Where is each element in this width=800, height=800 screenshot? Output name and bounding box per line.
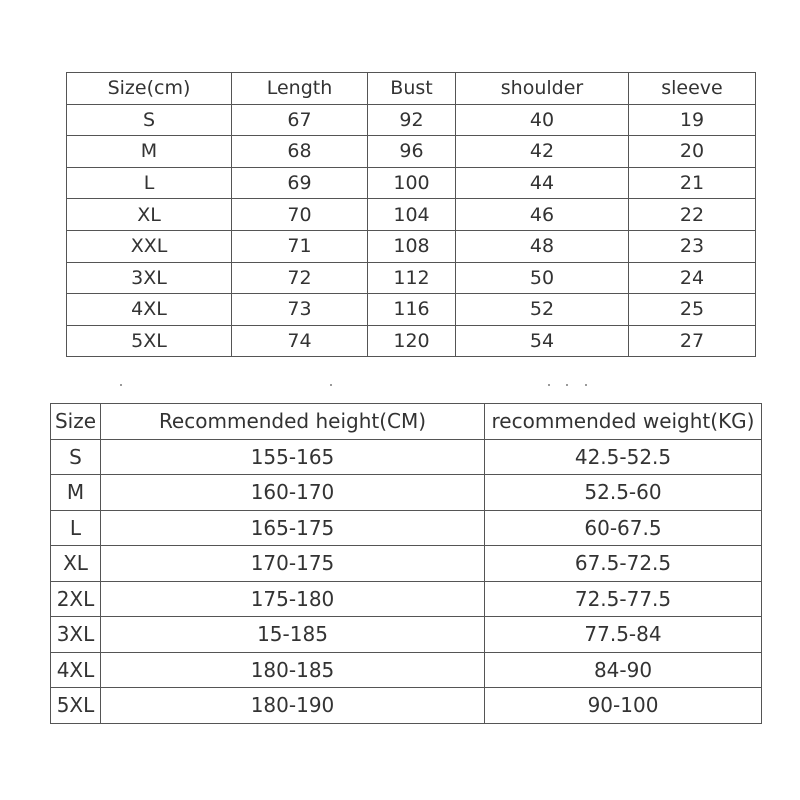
table-cell: 19 [629, 104, 756, 136]
table-row [51, 475, 762, 511]
table-cell: 69 [232, 167, 368, 199]
table-cell: 3XL [67, 262, 232, 294]
table-row [67, 262, 756, 294]
table-row [51, 546, 762, 582]
table-cell: XL [67, 199, 232, 231]
table-row [67, 294, 756, 326]
table-cell: 46 [456, 199, 629, 231]
table-cell: XL [51, 546, 101, 582]
table-cell: 24 [629, 262, 756, 294]
header-cell: sleeve [629, 73, 756, 105]
table-cell: 73 [232, 294, 368, 326]
table-cell: XXL [67, 230, 232, 262]
table-cell: 22 [629, 199, 756, 231]
table-cell: 84-90 [485, 652, 762, 688]
table-cell: 3XL [51, 617, 101, 653]
header-cell: Length [232, 73, 368, 105]
table-cell: 155-165 [101, 439, 485, 475]
table-cell: 74 [232, 325, 368, 357]
table-cell: 100 [368, 167, 456, 199]
table-cell: M [51, 475, 101, 511]
table-cell: 175-180 [101, 581, 485, 617]
table-cell: 90-100 [485, 688, 762, 724]
table-cell: 48 [456, 230, 629, 262]
table-cell: 104 [368, 199, 456, 231]
table-cell: M [67, 136, 232, 168]
table-cell: 116 [368, 294, 456, 326]
table-cell: 68 [232, 136, 368, 168]
table-cell: 96 [368, 136, 456, 168]
table-row [51, 581, 762, 617]
table-cell: 4XL [51, 652, 101, 688]
scan-speck [330, 384, 332, 386]
table-cell: 60-67.5 [485, 510, 762, 546]
table-cell: S [51, 439, 101, 475]
table-row [67, 167, 756, 199]
table-cell: 72.5-77.5 [485, 581, 762, 617]
table-cell: 44 [456, 167, 629, 199]
table-cell: 108 [368, 230, 456, 262]
table-cell: L [67, 167, 232, 199]
measurements-table [66, 72, 756, 357]
table-row [51, 439, 762, 475]
table-row [67, 104, 756, 136]
table-cell: 5XL [51, 688, 101, 724]
table-cell: 54 [456, 325, 629, 357]
header-cell: recommended weight(KG) [485, 404, 762, 440]
scan-speck [548, 384, 550, 386]
table-cell: 160-170 [101, 475, 485, 511]
table-cell: 4XL [67, 294, 232, 326]
table-cell: 67.5-72.5 [485, 546, 762, 582]
table-cell: 77.5-84 [485, 617, 762, 653]
table-cell: 112 [368, 262, 456, 294]
table-row [67, 136, 756, 168]
table-cell: 20 [629, 136, 756, 168]
table-header-row [67, 73, 756, 105]
size-recommendation-table [50, 403, 762, 724]
table-cell: 67 [232, 104, 368, 136]
header-cell: Size(cm) [67, 73, 232, 105]
header-cell: shoulder [456, 73, 629, 105]
table-cell: 71 [232, 230, 368, 262]
scan-speck [120, 384, 122, 386]
table-cell: 2XL [51, 581, 101, 617]
header-cell: Bust [368, 73, 456, 105]
table-row [67, 325, 756, 357]
table-cell: 23 [629, 230, 756, 262]
table-cell: 180-185 [101, 652, 485, 688]
table-cell: 5XL [67, 325, 232, 357]
table-header-row [51, 404, 762, 440]
table-cell: 92 [368, 104, 456, 136]
header-cell: Size [51, 404, 101, 440]
table-row [67, 199, 756, 231]
table-cell: 42.5-52.5 [485, 439, 762, 475]
table-row [67, 230, 756, 262]
table-cell: 21 [629, 167, 756, 199]
table-cell: 72 [232, 262, 368, 294]
table-cell: 170-175 [101, 546, 485, 582]
table-cell: 27 [629, 325, 756, 357]
table-cell: 42 [456, 136, 629, 168]
table-cell: 52.5-60 [485, 475, 762, 511]
table-row [51, 652, 762, 688]
table-cell: 70 [232, 199, 368, 231]
table-cell: 50 [456, 262, 629, 294]
table-cell: 40 [456, 104, 629, 136]
table-cell: S [67, 104, 232, 136]
table-row [51, 617, 762, 653]
table-cell: L [51, 510, 101, 546]
table-cell: 52 [456, 294, 629, 326]
table-row [51, 510, 762, 546]
scan-speck [585, 384, 587, 386]
header-cell: Recommended height(CM) [101, 404, 485, 440]
table-row [51, 688, 762, 724]
scan-speck [566, 384, 568, 386]
table-cell: 25 [629, 294, 756, 326]
table-cell: 165-175 [101, 510, 485, 546]
table-cell: 120 [368, 325, 456, 357]
table-cell: 15-185 [101, 617, 485, 653]
table-cell: 180-190 [101, 688, 485, 724]
